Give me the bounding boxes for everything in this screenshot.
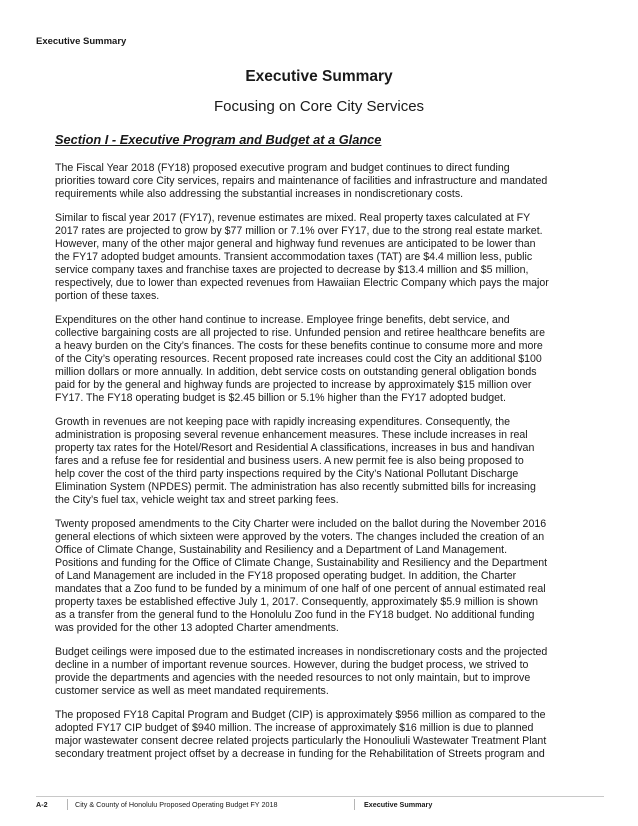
page-footer [36,796,604,810]
paragraph: Growth in revenues are not keeping pace with rapidly increasing expenditures. Consequently, the administration is proposing several revenue enhancement measures. These include increases in real property tax rates for the Hotel/Resort and Residential A classifications, increases in bus and handivan fares and a refuse fee for residential and business users. A new permit fee is also being proposed to help cover the cost of the third party inspections required by the City’s National Pollutant Discharge Elimination System (NPDES) permit. The administration has also recently submitted bills for increasing the City’s fuel tax, vehicle weight tax and street parking fees. [55,416,536,506]
footer-document-name: City & County of Honolulu Proposed Operating Budget FY 2018 [75,800,278,809]
paragraph: The Fiscal Year 2018 (FY18) proposed executive program and budget continues to direct funding priorities toward core City services, repairs and maintenance of facilities and infrastructure and mandated requirements while also addressing the substantial increases in nondiscretionary costs. [55,162,548,200]
page-title: Executive Summary [245,68,393,85]
section-heading: Section I - Executive Program and Budget at a Glance [55,132,382,147]
paragraph: Budget ceilings were imposed due to the estimated increases in nondiscretionary costs and the projected decline in a number of important revenue sources. However, during the budget process, we strived to provide the departments and agencies with the needed resources to not only maintain, but to improve customer service as well as meet mandated requirements. [55,646,548,697]
footer-page-number: A-2 [36,800,48,809]
paragraph: The proposed FY18 Capital Program and Budget (CIP) is approximately $956 million as compared to the adopted FY17 CIP budget of $940 million. The increase of approximately $16 million is due to planned major wastewater consent decree related projects particularly the Honouliuli Wastewater Treatment Plant secondary treatment project offset by a decrease in funding for the Rehabilitation of Streets program and [55,709,547,760]
paragraph: Twenty proposed amendments to the City Charter were included on the ballot during the November 2016 general elections of which sixteen were approved by the voters. The changes included the creation of an Office of Climate Change, Sustainability and Resiliency and a Department of Land Management. Positions and funding for the Office of Climate Change, Sustainability and Resiliency and the Department of Land Management are included in the FY18 proposed operating budget. In addition, the Charter mandates that a Zoo fund to be funded by a minimum of one half of one percent of annual estimated real property taxes be established effective July 1, 2017. Consequently, approximately $5.9 million is shown as a transfer from the general fund to the Honolulu Zoo fund in the FY18 budget. No additional funding was provided for the other 13 adopted Charter amendments. [55,518,548,634]
paragraph: Similar to fiscal year 2017 (FY17), revenue estimates are mixed. Real property taxes calculated at FY 2017 rates are projected to grow by $77 million or 7.1% over FY17, due to the strong real estate market. However, many of the other major general and highway fund revenues are anticipated to be lower than the FY17 adopted budget amounts. Transient accommodation taxes (TAT) are $4.4 million less, public service company taxes and franchise taxes are projected to decrease by $13.4 million and $5 million, respectively, due to lower than expected revenues from Hawaiian Electric Company which pays the major portion of these taxes. [55,212,549,302]
footer-divider [67,799,68,810]
footer-divider [354,799,355,810]
running-header: Executive Summary [36,36,127,47]
body-text [55,162,585,772]
paragraph: Expenditures on the other hand continue to increase. Employee fringe benefits, debt service, and collective bargaining costs are all projected to rise. Unfunded pension and retiree healthcare benefits are a heavy burden on the City’s finances. The costs for these benefits continue to consume more and more of the City’s operating resources. Recent proposed rate increases could cost the City an additional $100 million dollars or more annually. In addition, debt service costs on outstanding general obligation bonds paid for by the general and highway funds are projected to increase by approximately $15 million over FY17. The FY18 operating budget is $2.45 billion or 5.1% higher than the FY17 adopted budget. [55,314,545,404]
footer-section-name: Executive Summary [364,800,433,809]
page-subtitle: Focusing on Core City Services [213,98,425,115]
